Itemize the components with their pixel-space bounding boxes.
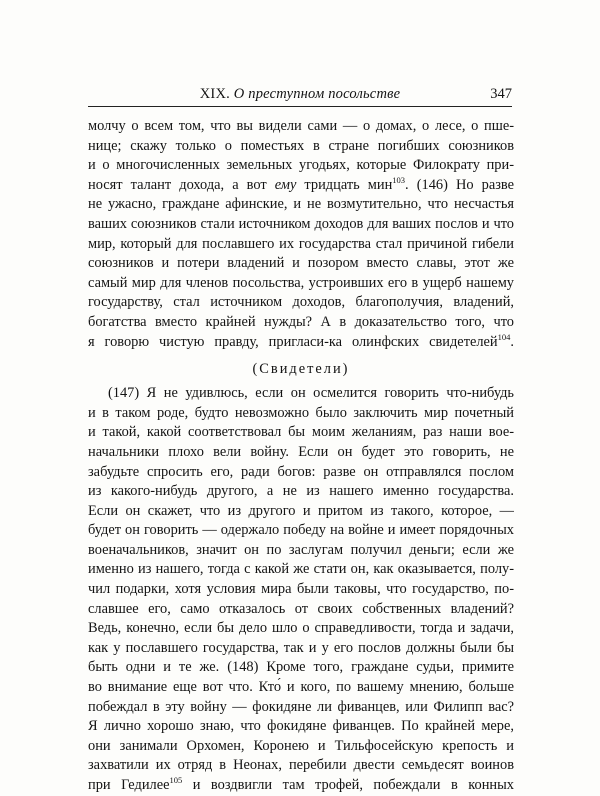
chapter-title: О преступном посольстве (233, 86, 401, 102)
text-line: государству, стал источником доходов, благополучия, владений, (88, 294, 514, 311)
text-line: забудьте спросить его, ради богов: разве он отправлялся послом (88, 463, 514, 480)
page-number: 347 (490, 86, 512, 102)
text-line: будет он говорить — одержало победу на войне и имеет порядочных (88, 522, 514, 539)
text-line: начальники плохо вели войну. Если он будет это говорить, не (88, 443, 514, 460)
footnote-marker: 103 (392, 175, 406, 185)
text-line: захватили их отряд в Неонах, перебили двести семьдесят воинов (88, 757, 514, 774)
text-line: побеждал в эту войну — фокидяне ли фиванцев, или Филипп вас? (88, 698, 514, 715)
text-line: военачальников, значит он по заслугам получил деньги; если же (88, 541, 514, 558)
text-line: именно из нашего, тогда с какой же стати он, как оказывается, полу- (88, 561, 514, 578)
text-line: мир, который для пославшего их государства стал причиной гибели (88, 235, 514, 252)
emphasis: ему (274, 176, 297, 193)
text-line: и о многочисленных земельных угодьях, которые Филократу при- (88, 157, 514, 174)
text-line: как у пославшего государства, так и у его послов должны были бы (88, 639, 514, 656)
text-line: не ужасно, граждане афинские, и не возмутительно, что несчастья (88, 196, 514, 213)
text-line: я говорю чистую правду, пригласи-ка олинфских свидетелей$^{104}$. (88, 332, 514, 350)
text-line: быть одни и те же. (148) Кроме того, граждане судьи, примите (88, 659, 514, 676)
running-header (88, 84, 512, 107)
text-line: Я лично хорошо знаю, что фокидяне фиванцев. По крайней мере, (88, 718, 514, 735)
text-line: и в таком роде, будто невозможно было заключить мир почетный (88, 404, 514, 421)
text-line: носят талант дохода, а вот ему тридцать мин$^{103}$. (146) Но разве (88, 175, 514, 193)
text-line: молчу о всем том, что вы видели сами — о домах, о лесе, о пше- (88, 118, 514, 134)
text-line: из какого-нибудь другого, а не из нашего именно государства. (88, 483, 514, 500)
text-line: чил подарки, хотя условия мира были таковы, что государство, по- (88, 581, 514, 598)
chapter-heading (88, 86, 512, 103)
text-line: самый мир для членов посольства, устроивших его в ущерб нашему (88, 274, 514, 291)
text-line: славшее его, само отказалось от своих собственных владений? (88, 600, 514, 617)
text-line: и такой, какой соответствовал бы моим желаниям, раз наши вое- (88, 424, 514, 441)
paragraph-1 (88, 117, 514, 352)
paragraph-2 (88, 384, 514, 795)
footnote-marker: 105 (169, 776, 183, 786)
text-line: при Гедилее$^{105}$ и воздвигли там трофей, побеждали в конных (88, 776, 514, 793)
text-line: ваших союзников стали источником доходов для ваших послов и что (88, 215, 514, 232)
text-line: нице; скажу только о поместьях в стране погибших союзников (88, 137, 514, 154)
text-line: (147) Я не удивлюсь, если он осмелится говорить что-нибудь (108, 385, 514, 402)
text-line: Ведь, конечно, если бы дело шло о справедливости, тогда и задачи, (88, 620, 514, 637)
text-line: во внимание еще вот что. Кто́ и кого, по вашему мнению, больше (88, 679, 514, 696)
text-line: союзников и потери владений и позором вместо славы, этот же (88, 255, 514, 272)
text-body (88, 117, 514, 796)
chapter-roman: XIX. (199, 86, 230, 102)
witnesses-label: (Свидетели) (252, 361, 350, 378)
text-line: Если он скажет, что из другого и притом из такого, которое, — (88, 502, 514, 519)
footnote-marker: 104 (497, 332, 511, 342)
text-line: они занимали Орхомен, Коронею и Тильфосейскую крепость и (88, 737, 514, 754)
text-line: богатства вместо крайней нужды? А в доказательство того, что (88, 313, 514, 330)
